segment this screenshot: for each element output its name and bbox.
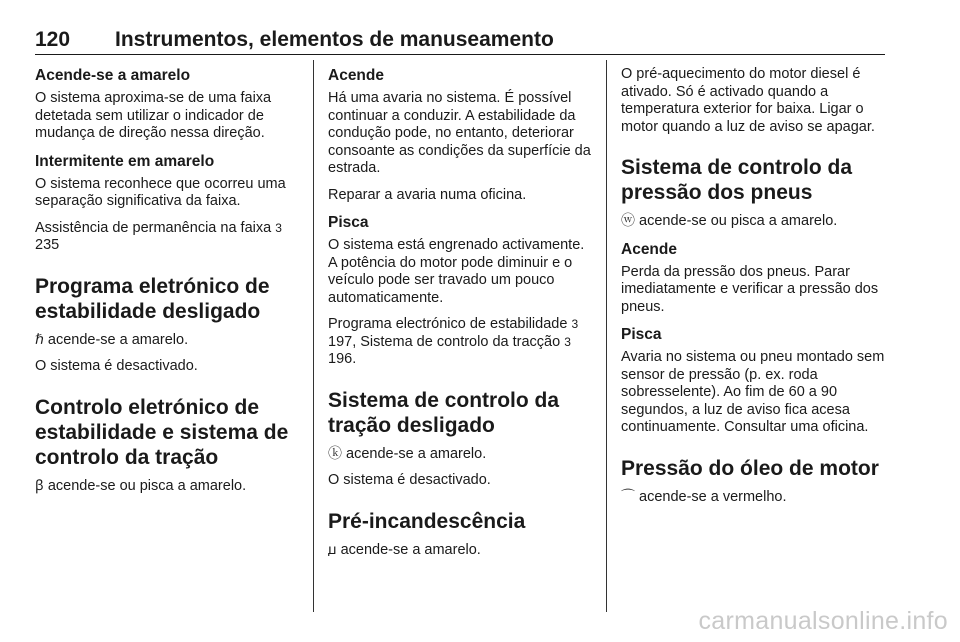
page-number: 120: [35, 28, 71, 51]
paragraph: O sistema é desactivado.: [35, 358, 198, 374]
page-ref-arrow-icon: 3: [564, 334, 571, 349]
page-ref-arrow-icon: 3: [275, 220, 282, 235]
paragraph: [621, 488, 889, 507]
tire-pressure-icon: ⓦ: [621, 212, 635, 228]
column-1: [35, 66, 301, 504]
paragraph: Perda da pressão dos pneus. Parar imediatamente e verificar a pressão dos pneus.: [621, 263, 879, 315]
paragraph: Reparar a avaria numa oficina.: [328, 186, 527, 203]
heading-preheat: Pré-incandescência: [328, 509, 526, 533]
paragraph: [621, 212, 889, 231]
text: acende-se a amarelo.: [346, 445, 487, 462]
reference-text: , Sistema de controlo da tracção: [352, 333, 561, 350]
text: acende-se a amarelo.: [340, 541, 481, 558]
column-2: [328, 66, 594, 568]
reference-text: Assistência de permanência na faixa: [35, 219, 272, 236]
paragraph: O sistema aproxima-se de uma faixa detetada sem utilizar o indicador de mudança de direção nessa direção.: [35, 90, 272, 141]
paragraph: O sistema reconhece que ocorreu uma separação significativa da faixa.: [35, 175, 286, 209]
subheading-pisca: Pisca: [328, 214, 369, 231]
heading-oil-pressure: Pressão do óleo de motor: [621, 456, 879, 480]
esc-skid-icon: ꞵ: [35, 476, 44, 493]
paragraph: O pré-aquecimento do motor diesel é ativado. Só é activado quando a temperatura exterior for baixa. Ligar o motor quando a luz de aviso se apagar.: [621, 66, 875, 135]
cross-reference: [328, 316, 594, 369]
paragraph: [328, 445, 594, 464]
text: acende-se a amarelo.: [47, 331, 189, 348]
glow-plug-icon: ꙡ: [328, 540, 337, 557]
oil-can-icon: ⌒: [621, 487, 635, 504]
paragraph: Avaria no sistema ou pneu montado sem sensor de pressão (p. ex. roda sobresselente). Ao fim de 60 a 90 segundos, a luz de aviso fica acesa continuamente. Consultar uma oficina.: [621, 349, 885, 435]
heading-esc-tc: Controlo eletrónico de estabilidade e sistema de controlo da tração: [35, 395, 289, 469]
page-header: [35, 26, 885, 55]
paragraph: [35, 477, 301, 496]
cross-reference: [35, 220, 301, 255]
subheading-acende: Acende: [328, 67, 384, 84]
subheading-acende: Acende: [621, 240, 677, 258]
column-divider: [313, 60, 314, 612]
paragraph: O sistema é desactivado.: [328, 472, 491, 488]
reference-text: Programa electrónico de estabilidade: [328, 316, 568, 332]
chapter-title: Instrumentos, elementos de manuseamento: [115, 28, 554, 51]
paragraph: [328, 541, 594, 560]
paragraph: Há uma avaria no sistema. É possível continuar a conduzir. A estabilidade da condução pode, no entanto, deteriorar consoante as condições da superfície da estrada.: [328, 90, 591, 176]
text: acende-se a vermelho.: [639, 488, 787, 505]
column-3: [621, 66, 889, 515]
text: acende-se ou pisca a amarelo.: [47, 477, 247, 494]
page-ref-arrow-icon: 3: [571, 317, 579, 331]
heading-tpms: Sistema de controlo da pressão dos pneus: [621, 156, 853, 204]
esp-off-icon: ℏ: [35, 330, 44, 347]
subheading-pisca: Pisca: [621, 326, 662, 343]
reference-page[interactable]: 196.: [328, 351, 357, 367]
paragraph: [35, 331, 301, 350]
column-divider: [606, 60, 607, 612]
heading-esp-off: Programa eletrónico de estabilidade desligado: [35, 274, 270, 323]
subheading-acende-amarelo: Acende-se a amarelo: [35, 67, 191, 84]
subheading-intermitente: Intermitente em amarelo: [35, 152, 215, 170]
paragraph: O sistema está engrenado activamente. A potência do motor pode diminuir e o veículo pode ser travado um pouco automaticamente.: [328, 237, 585, 306]
text: acende-se ou pisca a amarelo.: [639, 213, 838, 229]
heading-tc-off: Sistema de controlo da tração desligado: [328, 388, 560, 437]
watermark: carmanualsonline.info: [698, 607, 948, 635]
tc-off-icon: ⓚ: [328, 444, 342, 461]
reference-page[interactable]: 235: [35, 237, 60, 253]
reference-page[interactable]: 197: [328, 333, 353, 350]
